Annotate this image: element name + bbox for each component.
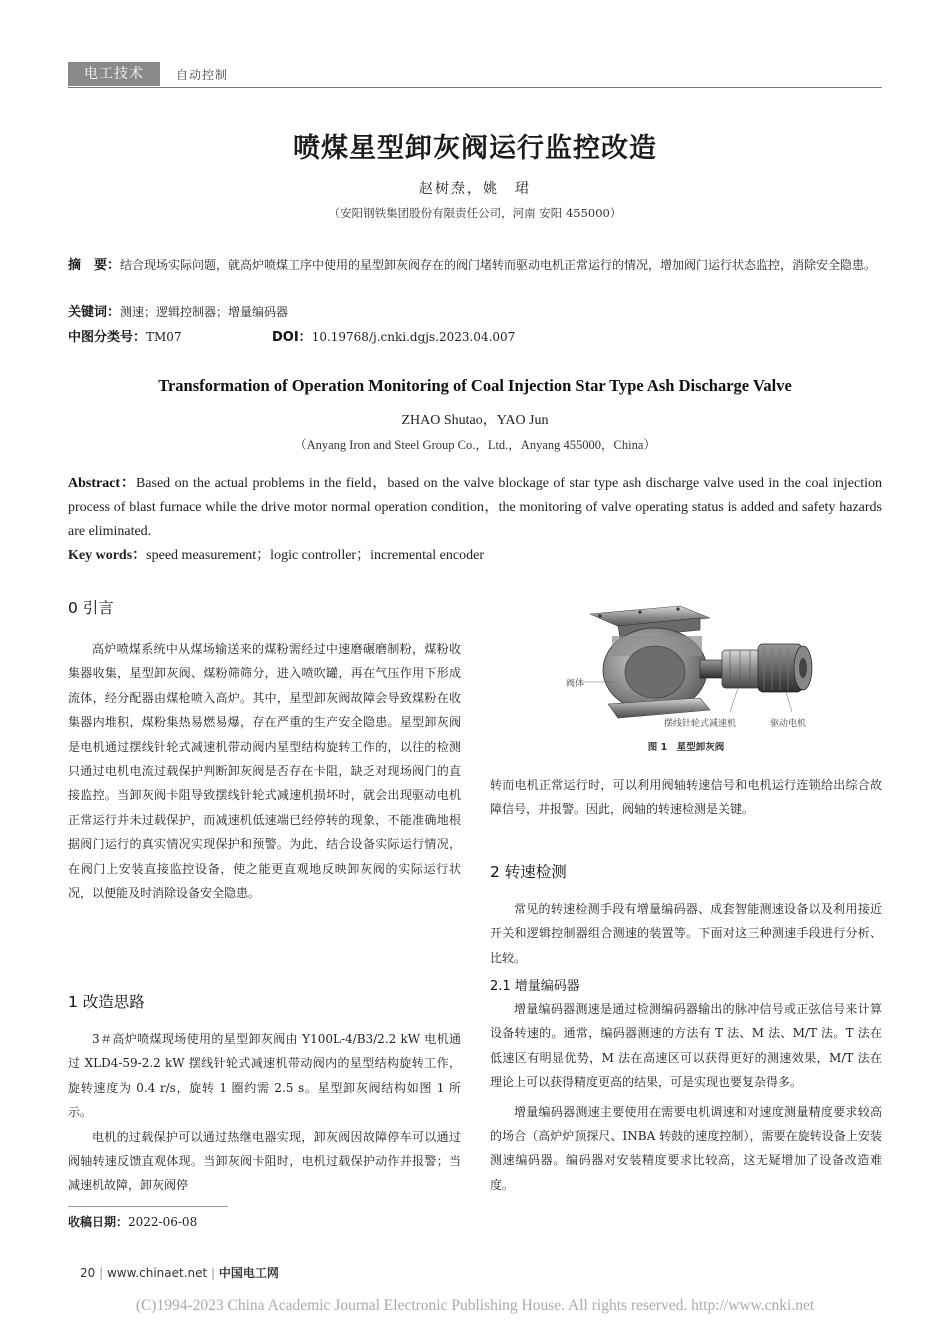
section-2-1-heading: 2.1 增量编码器 bbox=[490, 979, 580, 994]
figure-label-reducer: 摆线针轮式减速机 bbox=[664, 719, 737, 729]
section-1-body bbox=[68, 1027, 461, 1198]
journal-category-tab: 电工技术 bbox=[68, 62, 160, 86]
keywords-en-label: Key words： bbox=[68, 548, 147, 563]
footer-brand: 中国电工网 bbox=[218, 1266, 279, 1280]
authors-cn: 赵树焘，姚 珺 bbox=[419, 181, 531, 197]
footer-site: www.chinaet.net bbox=[106, 1266, 208, 1280]
abstract-en-text: Based on the actual problems in the field，based on the valve blockage of star type ash discharge valve used in the coal injection process of blast furnace while the drive motor normal operation condition，the monitoring of valve operating status is added and safety hazards are eliminated. bbox=[68, 476, 882, 539]
keywords-en-text: speed measurement；logic controller；incremental encoder bbox=[146, 548, 484, 563]
affiliation-en: （Anyang Iron and Steel Group Co.，Ltd.，Anyang 455000，China） bbox=[294, 438, 656, 452]
doi-label: DOI： bbox=[272, 330, 312, 345]
section-0-paragraph: 高炉喷煤系统中从煤场输送来的煤粉需经过中速磨碾磨制粉，煤粉收集器收集，星型卸灰阀、煤粉筛筛分，进入喷吹罐，再在气压作用下形成流体，经分配器由煤枪喷入高炉。其中，星型卸灰阀故障会导致煤粉在收集器内堆积，煤粉集热易燃易爆，存在严重的生产安全隐患。星型卸灰阀是电机通过摆线针轮式减速机带动阀内星型结构旋转工作的，以往的检测只通过电机电流过载保护判断卸灰阀是否存在卡阻，缺乏对现场阀门的直接监控。当卸灰阀卡阻导致摆线针轮式减速机损坏时，就会出现驱动电机正常运行并未过载保护，而减速机低速端已经停转的现象，不能准确地根据阀门运行的真实情况实现保护和预警。为此，结合设备实际运行情况，在阀门上安装直接监控设备，使之能更直观地反映卸灰阀的实际运行状况，以便能及时消除设备安全隐患。 bbox=[68, 642, 461, 901]
keywords-cn-text: 测速；逻辑控制器；增量编码器 bbox=[120, 305, 289, 319]
section-0-body bbox=[68, 637, 461, 905]
classification-label: 中图分类号： bbox=[68, 330, 147, 345]
page-number: 20 bbox=[80, 1266, 96, 1280]
section-2-1-body bbox=[490, 997, 882, 1197]
doi bbox=[272, 327, 515, 348]
paper-title-en: Transformation of Operation Monitoring of Coal Injection Star Type Ash Discharge Valve bbox=[158, 376, 792, 395]
section-2-body bbox=[490, 897, 882, 970]
section-1-paragraph-2-continued: 转而电机正常运行时，可以利用阀轴转速信号和电机运行连锁给出综合故障信号，并报警。因此，阀轴的转速检测是关键。 bbox=[490, 778, 882, 817]
abstract-cn-label: 摘 要： bbox=[68, 258, 121, 273]
keywords-cn bbox=[68, 302, 288, 323]
classification-value: TM07 bbox=[146, 330, 182, 344]
section-1-continuation bbox=[490, 773, 882, 822]
section-0-heading: 0 引言 bbox=[68, 599, 114, 617]
keywords-en bbox=[68, 544, 484, 564]
authors-en: ZHAO Shutao，YAO Jun bbox=[401, 413, 549, 428]
section-2-1-paragraph-2: 增量编码器测速主要使用在需要电机调速和对速度测量精度要求较高的场合（高炉炉顶探尺、INBA 转鼓的速度控制），需要在旋转设备上安装测速编码器。编码器对安装精度要求比较高，这无疑增加了设备改造难度。 bbox=[490, 1104, 882, 1192]
section-2-paragraph-1: 常见的转速检测手段有增量编码器、成套智能测速设备以及利用接近开关和逻辑控制器组合测速的装置等。下面对这三种测速手段进行分析、比较。 bbox=[490, 902, 882, 965]
section-2-1-paragraph-1: 增量编码器测速是通过检测编码器输出的脉冲信号或正弦信号来计算设备转速的。通常，编码器测速的方法有 T 法、M 法、M/T 法。T 法在低速区有明显优势，M 法在高速区可以获得更好的测速效果，M/T 法在理论上可以获得精度更高的结果，可是实现也要复杂得多。 bbox=[490, 1002, 882, 1090]
section-1-paragraph-1: 3＃高炉喷煤现场使用的星型卸灰阀由 Y100L-4/B3/2.2 kW 电机通过 XLD4-59-2.2 kW 摆线针轮式减速机带动阀内的星型结构旋转工作，旋转速度为 0.4 r/s，旋转 1 圈约需 2.5 s。星型卸灰阀结构如图 1 所示。 bbox=[68, 1032, 461, 1120]
abstract-cn-text: 结合现场实际问题，就高炉喷煤工序中使用的星型卸灰阀存在的阀门堵转而驱动电机正常运行的情况，增加阀门运行状态监控，消除安全隐患。 bbox=[120, 258, 877, 272]
section-2-heading: 2 转速检测 bbox=[490, 863, 567, 881]
star-valve-illustration bbox=[560, 600, 820, 732]
figure-label-motor: 驱动电机 bbox=[770, 719, 807, 729]
copyright-watermark: (C)1994-2023 China Academic Journal Electronic Publishing House. All rights reserved. http://www.cnki.net bbox=[135, 1297, 815, 1314]
figure-1-caption: 图 1 星型卸灰阀 bbox=[647, 742, 725, 753]
figure-label-valve-body: 阀体 bbox=[566, 679, 585, 689]
classification-number bbox=[68, 327, 182, 348]
section-label: 自动控制 bbox=[176, 68, 229, 82]
page-footer: 20 | www.chinaet.net | 中国电工网 bbox=[80, 1266, 279, 1280]
section-1-paragraph-2: 电机的过载保护可以通过热继电器实现，卸灰阀因故障停车可以通过阀轴转速反馈直观体现。当卸灰阀卡阻时，电机过载保护动作并报警；当减速机故障，卸灰阀停 bbox=[68, 1129, 461, 1193]
abstract-cn bbox=[68, 253, 882, 278]
paper-title-cn: 喷煤星型卸灰阀运行监控改造 bbox=[293, 133, 657, 164]
keywords-cn-label: 关键词： bbox=[68, 305, 121, 320]
footnote-divider bbox=[68, 1206, 228, 1207]
section-1-heading: 1 改造思路 bbox=[68, 993, 145, 1011]
figure-1-image bbox=[560, 600, 820, 732]
doi-value: 10.19768/j.cnki.dgjs.2023.04.007 bbox=[311, 330, 516, 344]
received-label: 收稿日期： bbox=[68, 1215, 129, 1229]
received-date bbox=[68, 1213, 197, 1230]
received-value: 2022-06-08 bbox=[128, 1215, 198, 1229]
header-divider bbox=[68, 87, 882, 88]
abstract-en bbox=[68, 472, 882, 544]
abstract-en-label: Abstract： bbox=[68, 476, 136, 491]
affiliation-cn: （安阳钢铁集团股份有限责任公司，河南 安阳 455000） bbox=[328, 206, 622, 220]
